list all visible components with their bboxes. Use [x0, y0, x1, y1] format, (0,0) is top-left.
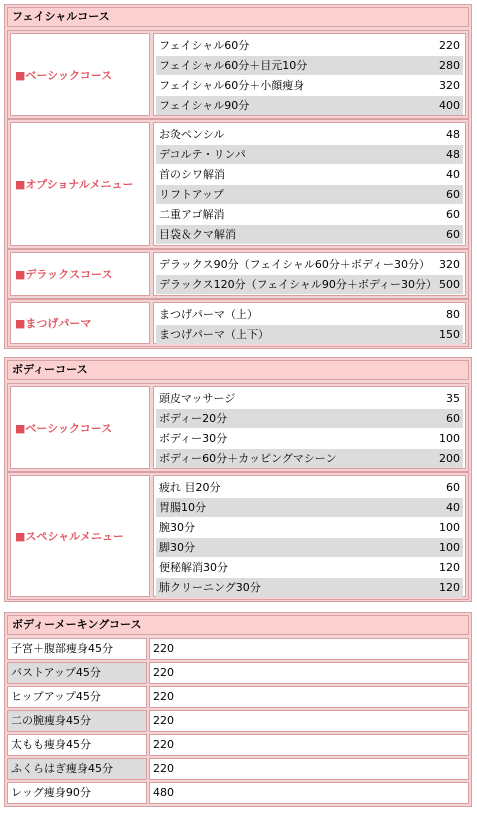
list-item: まつげパーマ（上） 80 — [159, 308, 460, 321]
table-row — [7, 662, 469, 684]
course-name: バストアップ45分 — [7, 662, 147, 684]
facial-eyelash-group — [7, 299, 469, 347]
group-label: ■まつげパーマ — [10, 302, 150, 344]
list-item: 疲れ 目20分 60 — [159, 481, 460, 494]
group-label: ■スペシャルメニュー — [10, 475, 150, 597]
list-item: デコルテ・リンパ 48 — [156, 145, 463, 164]
list-item: ボディー20分 60 — [156, 409, 463, 428]
table-row — [7, 758, 469, 780]
section-title: ボディーコース — [7, 360, 469, 380]
group-items — [153, 252, 466, 296]
table-row — [7, 638, 469, 660]
list-item: デラックス120分（フェイシャル90分＋ボディー30分） 500 — [156, 275, 463, 294]
list-item: フェイシャル60分 220 — [159, 39, 460, 52]
body-basic-group — [7, 383, 469, 472]
group-label: ■ベーシックコース — [10, 33, 150, 116]
list-item: フェイシャル60分＋小顔痩身 320 — [159, 79, 460, 92]
list-item: フェイシャル60分＋目元10分 280 — [156, 56, 463, 75]
facial-deluxe-group — [7, 249, 469, 299]
course-name: レッグ痩身90分 — [7, 782, 147, 804]
table-row — [7, 686, 469, 708]
course-price: 220 — [149, 710, 469, 732]
list-item: ボディー60分＋カッピングマシーン 200 — [156, 449, 463, 468]
list-item: デラックス90分（フェイシャル60分＋ボディー30分） 320 — [159, 258, 460, 271]
section-title: フェイシャルコース — [7, 7, 469, 27]
table-row — [7, 734, 469, 756]
group-items — [153, 122, 466, 246]
facial-basic-group — [7, 30, 469, 119]
list-item: ボディー30分 100 — [159, 432, 460, 445]
group-label: ■ベーシックコース — [10, 386, 150, 469]
table-row — [7, 710, 469, 732]
facial-optional-group — [7, 119, 469, 249]
group-label: ■オプショナルメニュー — [10, 122, 150, 246]
list-item: 二重アゴ解消 60 — [159, 208, 460, 221]
list-item: 腕30分 100 — [159, 521, 460, 534]
list-item: 胃腸10分 40 — [156, 498, 463, 517]
group-items — [153, 302, 466, 344]
list-item: 脚30分 100 — [156, 538, 463, 557]
course-name: 子宮＋腹部痩身45分 — [7, 638, 147, 660]
list-item: リフトアップ 60 — [156, 185, 463, 204]
group-items — [153, 386, 466, 469]
list-item: 肺クリーニング30分 120 — [156, 578, 463, 597]
course-price: 220 — [149, 638, 469, 660]
course-price: 220 — [149, 662, 469, 684]
list-item: 首のシワ解消 40 — [159, 168, 460, 181]
body-making-section — [4, 612, 472, 807]
course-price: 220 — [149, 734, 469, 756]
body-special-group — [7, 472, 469, 600]
list-item: 便秘解消30分 120 — [159, 561, 460, 574]
course-price: 220 — [149, 758, 469, 780]
table-row — [7, 782, 469, 804]
list-item: まつげパーマ（上下） 150 — [156, 325, 463, 344]
group-label: ■デラックスコース — [10, 252, 150, 296]
facial-course-section — [4, 4, 472, 349]
section-title: ボディーメーキングコース — [7, 615, 469, 635]
list-item: フェイシャル90分 400 — [156, 96, 463, 115]
group-items — [153, 475, 466, 597]
body-course-section — [4, 357, 472, 602]
list-item: 頭皮マッサージ 35 — [159, 392, 460, 405]
course-price: 480 — [149, 782, 469, 804]
list-item: お灸ペンシル 48 — [159, 128, 460, 141]
course-name: ヒップアップ45分 — [7, 686, 147, 708]
course-name: ふくらはぎ痩身45分 — [7, 758, 147, 780]
list-item: 目袋＆クマ解消 60 — [156, 225, 463, 244]
group-items — [153, 33, 466, 116]
course-price: 220 — [149, 686, 469, 708]
course-name: 太もも痩身45分 — [7, 734, 147, 756]
course-name: 二の腕痩身45分 — [7, 710, 147, 732]
